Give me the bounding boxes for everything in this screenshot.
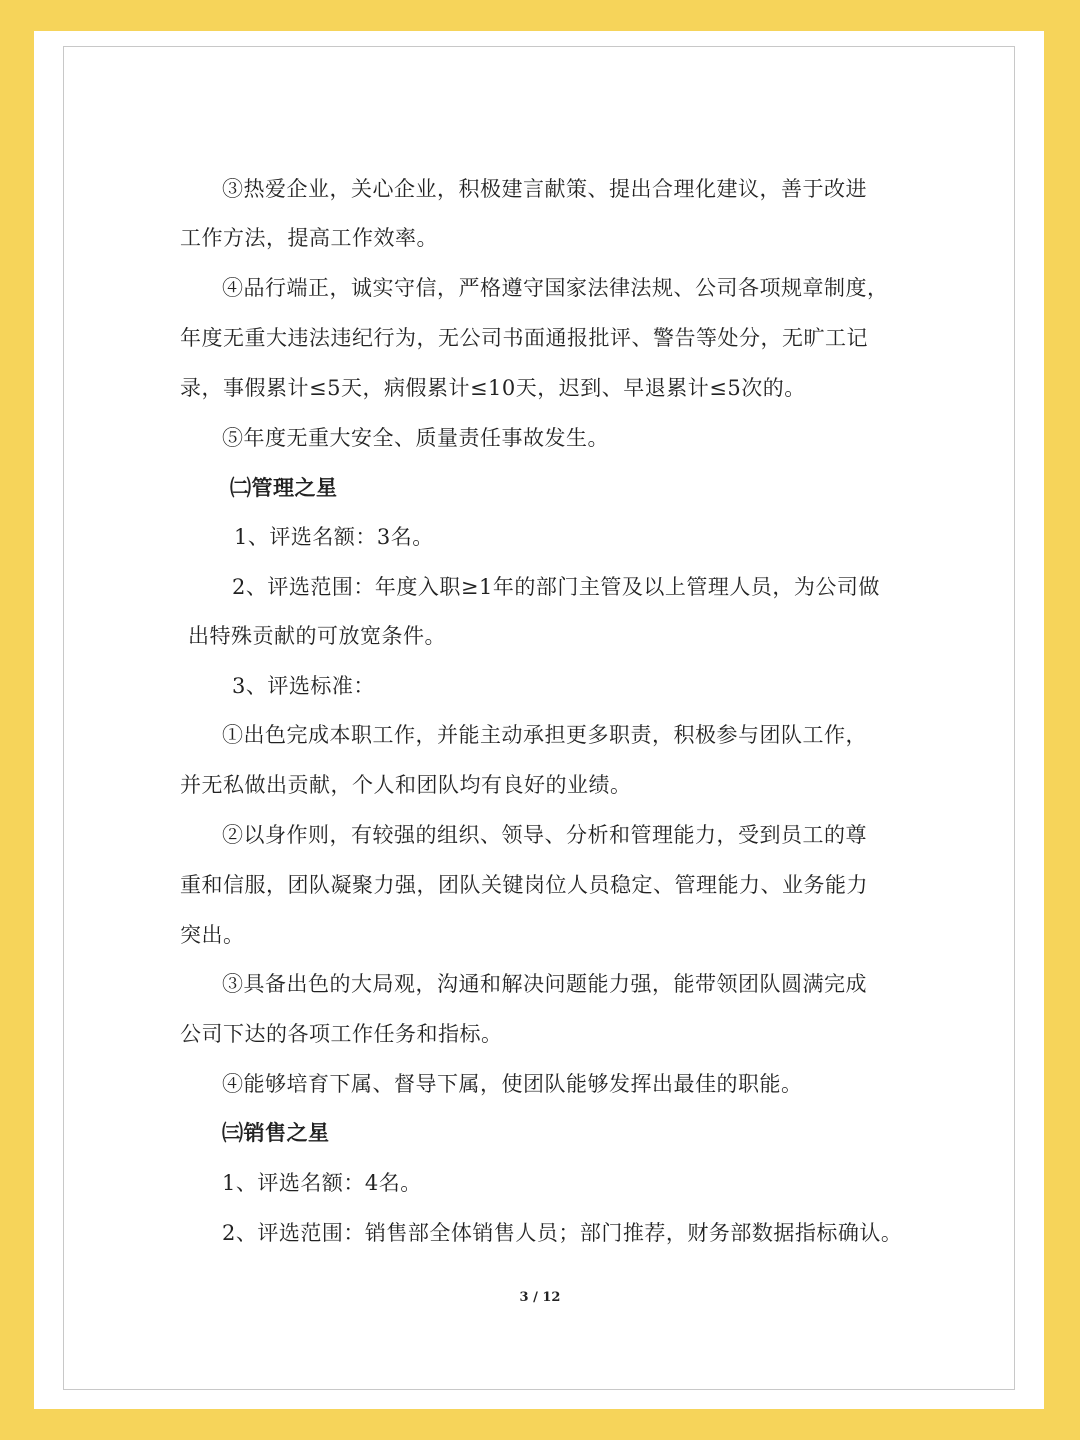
paragraph-line: ①出色完成本职工作，并能主动承担更多职责，积极参与团队工作，	[222, 723, 867, 747]
paragraph-line: ③热爱企业，关心企业，积极建言献策、提出合理化建议，善于改进	[222, 177, 867, 201]
paragraph-line: 工作方法，提高工作效率。	[180, 226, 438, 250]
paragraph-line: ③具备出色的大局观，沟通和解决问题能力强，能带领团队圆满完成	[222, 972, 867, 996]
section-heading: ㈡管理之星	[230, 475, 338, 500]
section-heading: ㈢销售之星	[222, 1120, 330, 1145]
paragraph-line: 1、评选名额：3名。	[234, 525, 434, 549]
paragraph-line: 公司下达的各项工作任务和指标。	[180, 1022, 503, 1046]
paragraph-line: ④能够培育下属、督导下属，使团队能够发挥出最佳的职能。	[222, 1072, 803, 1096]
paragraph-line: ②以身作则，有较强的组织、领导、分析和管理能力，受到员工的尊	[222, 823, 867, 847]
paragraph-line: 1、评选名额：4名。	[222, 1171, 422, 1195]
page-number: 3 / 12	[519, 1290, 561, 1305]
paragraph-line: 重和信服，团队凝聚力强，团队关键岗位人员稳定、管理能力、业务能力	[180, 873, 868, 897]
paragraph-line: 2、评选范围：年度入职≥1年的部门主管及以上管理人员，为公司做	[232, 575, 880, 599]
paragraph-line: ④品行端正，诚实守信，严格遵守国家法律法规、公司各项规章制度，	[222, 276, 889, 300]
paragraph-line: ⑤年度无重大安全、质量责任事故发生。	[222, 426, 609, 450]
paragraph-line: 年度无重大违法违纪行为，无公司书面通报批评、警告等处分，无旷工记	[180, 326, 868, 350]
paragraph-line: 3、评选标准：	[232, 674, 375, 698]
paragraph-line: 2、评选范围：销售部全体销售人员；部门推荐，财务部数据指标确认。	[222, 1221, 903, 1245]
paragraph-line: 出特殊贡献的可放宽条件。	[188, 624, 446, 648]
paragraph-line: 录，事假累计≤5天，病假累计≤10天，迟到、早退累计≤5次的。	[180, 376, 806, 400]
paragraph-line: 突出。	[180, 923, 245, 947]
paragraph-line: 并无私做出贡献，个人和团队均有良好的业绩。	[180, 773, 632, 797]
